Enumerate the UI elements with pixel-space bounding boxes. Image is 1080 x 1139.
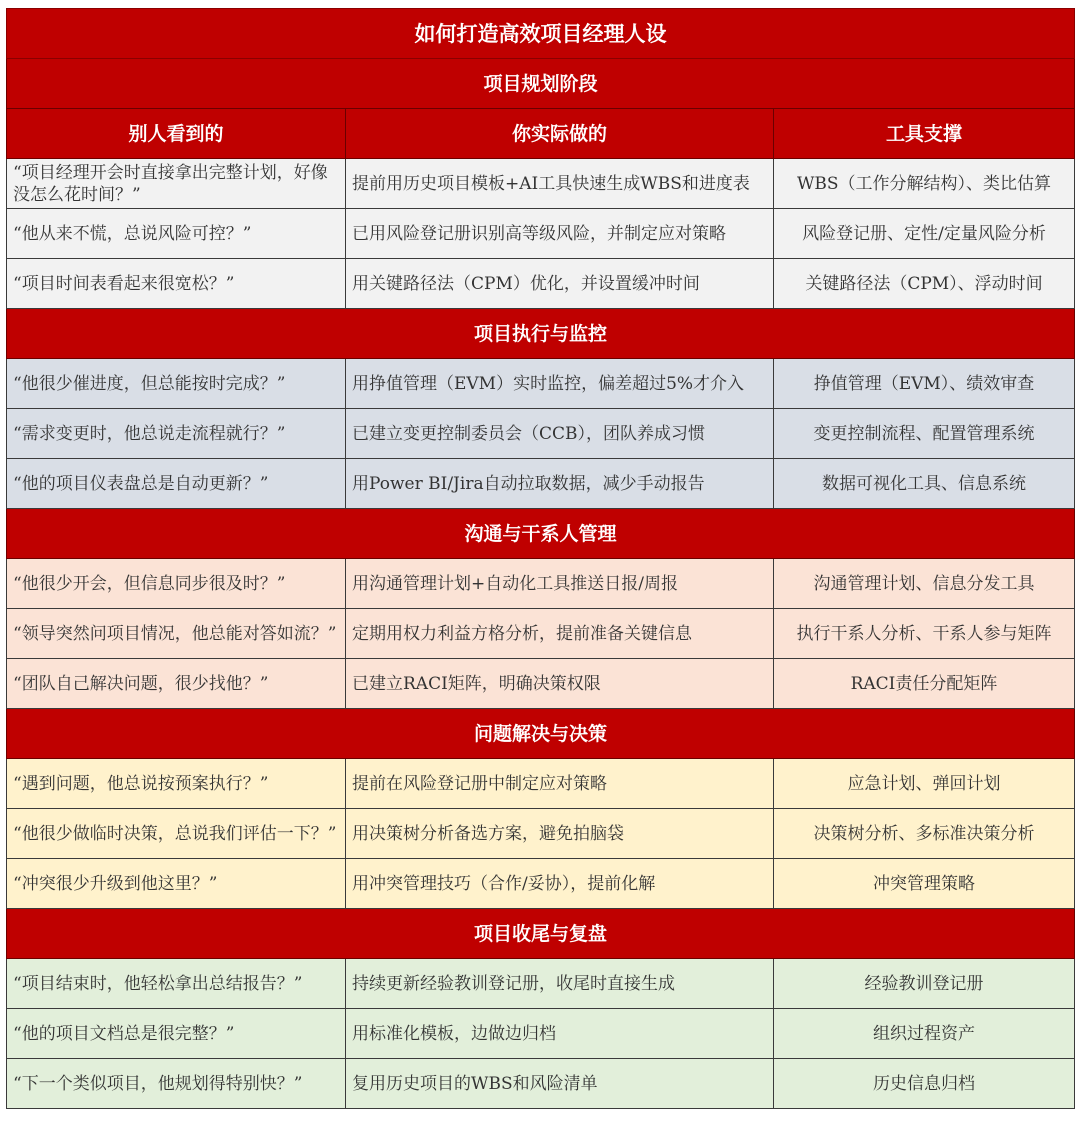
tool-cell: 历史信息归档 — [774, 1059, 1075, 1109]
table-row — [7, 859, 1075, 909]
column-header: 你实际做的 — [346, 109, 774, 159]
action-cell: 用挣值管理（EVM）实时监控，偏差超过5%才介入 — [346, 359, 774, 409]
tool-cell: 经验教训登记册 — [774, 959, 1075, 1009]
table-row — [7, 409, 1075, 459]
table-row — [7, 359, 1075, 409]
action-cell: 定期用权力利益方格分析，提前准备关键信息 — [346, 609, 774, 659]
observed-cell: “团队自己解决问题，很少找他？” — [7, 659, 346, 709]
table-row — [7, 1009, 1075, 1059]
table-row — [7, 259, 1075, 309]
table-row — [7, 659, 1075, 709]
tool-cell: RACI责任分配矩阵 — [774, 659, 1075, 709]
column-header: 工具支撑 — [774, 109, 1075, 159]
table-row — [7, 759, 1075, 809]
observed-cell: “项目结束时，他轻松拿出总结报告？” — [7, 959, 346, 1009]
action-cell: 已用风险登记册识别高等级风险，并制定应对策略 — [346, 209, 774, 259]
action-cell: 用关键路径法（CPM）优化，并设置缓冲时间 — [346, 259, 774, 309]
table-row — [7, 159, 1075, 209]
observed-cell: “他很少做临时决策，总说我们评估一下？” — [7, 809, 346, 859]
observed-cell: “他的项目仪表盘总是自动更新？” — [7, 459, 346, 509]
action-cell: 用沟通管理计划+自动化工具推送日报/周报 — [346, 559, 774, 609]
observed-cell: “项目时间表看起来很宽松？” — [7, 259, 346, 309]
observed-cell: “他很少催进度，但总能按时完成？” — [7, 359, 346, 409]
action-cell: 用标准化模板，边做边归档 — [346, 1009, 774, 1059]
tool-cell: 变更控制流程、配置管理系统 — [774, 409, 1075, 459]
observed-cell: “他很少开会，但信息同步很及时？” — [7, 559, 346, 609]
tool-cell: 关键路径法（CPM）、浮动时间 — [774, 259, 1075, 309]
observed-cell: “需求变更时，他总说走流程就行？” — [7, 409, 346, 459]
table-row — [7, 959, 1075, 1009]
tool-cell: 冲突管理策略 — [774, 859, 1075, 909]
table-row — [7, 609, 1075, 659]
observed-cell: “项目经理开会时直接拿出完整计划，好像没怎么花时间？” — [7, 159, 346, 209]
tool-cell: 决策树分析、多标准决策分析 — [774, 809, 1075, 859]
section-header: 沟通与干系人管理 — [7, 509, 1075, 559]
table-row — [7, 559, 1075, 609]
action-cell: 用Power BI/Jira自动拉取数据，减少手动报告 — [346, 459, 774, 509]
observed-cell: “他从来不慌，总说风险可控？” — [7, 209, 346, 259]
tool-cell: 执行干系人分析、干系人参与矩阵 — [774, 609, 1075, 659]
table-row — [7, 809, 1075, 859]
action-cell: 用决策树分析备选方案，避免拍脑袋 — [346, 809, 774, 859]
table-row — [7, 459, 1075, 509]
action-cell: 复用历史项目的WBS和风险清单 — [346, 1059, 774, 1109]
section-header: 问题解决与决策 — [7, 709, 1075, 759]
table-row — [7, 209, 1075, 259]
action-cell: 提前在风险登记册中制定应对策略 — [346, 759, 774, 809]
observed-cell: “他的项目文档总是很完整？” — [7, 1009, 346, 1059]
action-cell: 提前用历史项目模板+AI工具快速生成WBS和进度表 — [346, 159, 774, 209]
tool-cell: 应急计划、弹回计划 — [774, 759, 1075, 809]
section-header: 项目规划阶段 — [7, 59, 1075, 109]
tool-cell: 数据可视化工具、信息系统 — [774, 459, 1075, 509]
action-cell: 持续更新经验教训登记册，收尾时直接生成 — [346, 959, 774, 1009]
section-header: 项目收尾与复盘 — [7, 909, 1075, 959]
action-cell: 已建立变更控制委员会（CCB），团队养成习惯 — [346, 409, 774, 459]
tool-cell: WBS（工作分解结构）、类比估算 — [774, 159, 1075, 209]
table-title: 如何打造高效项目经理人设 — [7, 9, 1075, 59]
tool-cell: 挣值管理（EVM）、绩效审查 — [774, 359, 1075, 409]
tool-cell: 组织过程资产 — [774, 1009, 1075, 1059]
action-cell: 已建立RACI矩阵，明确决策权限 — [346, 659, 774, 709]
pm-persona-table — [6, 8, 1075, 1109]
column-header: 别人看到的 — [7, 109, 346, 159]
action-cell: 用冲突管理技巧（合作/妥协），提前化解 — [346, 859, 774, 909]
tool-cell: 风险登记册、定性/定量风险分析 — [774, 209, 1075, 259]
observed-cell: “遇到问题，他总说按预案执行？” — [7, 759, 346, 809]
tool-cell: 沟通管理计划、信息分发工具 — [774, 559, 1075, 609]
observed-cell: “领导突然问项目情况，他总能对答如流？” — [7, 609, 346, 659]
observed-cell: “下一个类似项目，他规划得特别快？” — [7, 1059, 346, 1109]
observed-cell: “冲突很少升级到他这里？” — [7, 859, 346, 909]
table-row — [7, 1059, 1075, 1109]
section-header: 项目执行与监控 — [7, 309, 1075, 359]
